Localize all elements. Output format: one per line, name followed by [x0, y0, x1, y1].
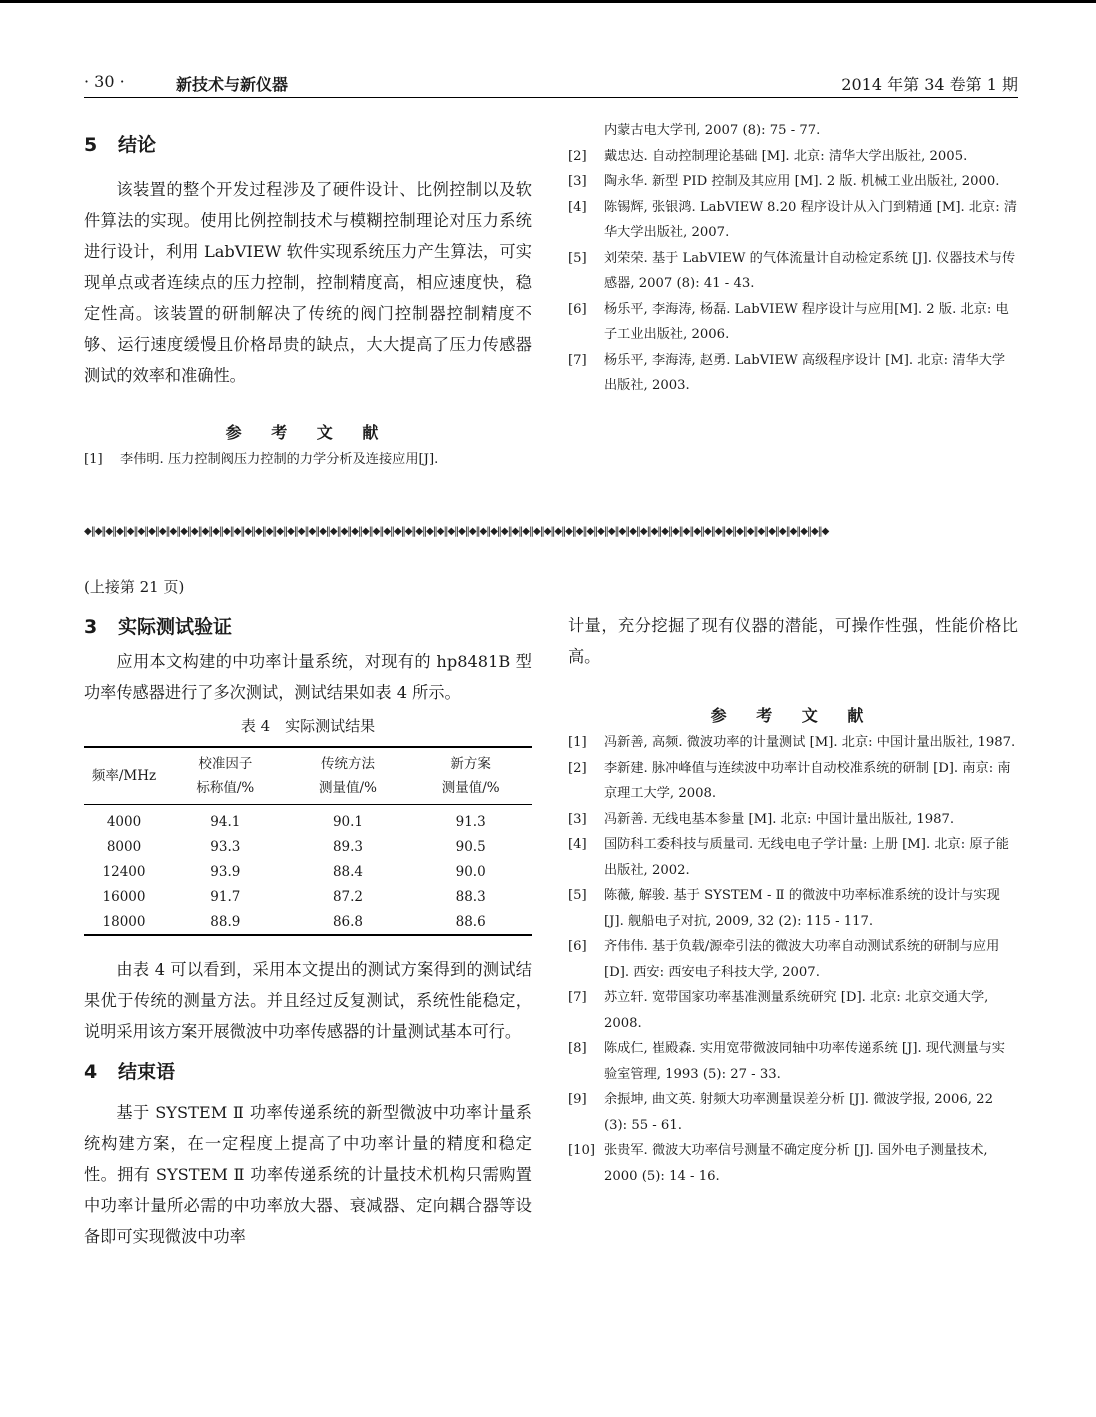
- reference-text: 陈锡辉, 张银鸿. LabVIEW 8.20 程序设计从入门到精通 [M]. 北京: 清华大学出版社, 2007.: [604, 199, 1018, 240]
- running-header: [84, 72, 1018, 94]
- cell-traditional: 89.3: [332, 838, 364, 855]
- table-row: [84, 884, 532, 909]
- section-number: 4: [84, 1061, 98, 1083]
- reference-text: 冯新善, 高频. 微波功率的计量测试 [M]. 北京: 中国计量出版社, 1987.: [604, 735, 1016, 750]
- col-header-new-scheme: 新方案 测量值/%: [441, 756, 500, 796]
- reference-item: [568, 807, 1018, 833]
- reference-item: [568, 297, 1018, 348]
- upper-left-column: [84, 130, 532, 473]
- cell-frequency: 18000: [102, 913, 146, 930]
- reference-number: [5]: [568, 888, 587, 903]
- cell-calibration: 91.7: [210, 888, 241, 905]
- reference-text: 戴忠达. 自动控制理论基础 [M]. 北京: 清华大学出版社, 2005.: [604, 148, 968, 164]
- cell-traditional: 88.4: [332, 863, 364, 880]
- cell-calibration: 94.1: [210, 813, 241, 830]
- reference-item: [568, 730, 1018, 756]
- lower-left-column: [84, 572, 532, 1252]
- reference-text: 冯新善. 无线电基本参量 [M]. 北京: 中国计量出版社, 1987.: [604, 811, 955, 827]
- section-title: 结论: [118, 134, 157, 156]
- reference-text: 陈成仁, 崔殿森. 实用宽带微波同轴中功率传递系统 [J]. 现代测量与实验室管理, 1993 (5): 27 - 33.: [604, 1041, 1005, 1082]
- reference-number: [1]: [568, 735, 587, 750]
- reference-number: [3]: [568, 811, 587, 827]
- reference-item-continued: [568, 118, 1018, 144]
- cell-new: 88.3: [455, 888, 486, 905]
- reference-item: [568, 1087, 1018, 1138]
- results-table: [84, 746, 532, 936]
- section-number: 3: [84, 616, 98, 638]
- reference-item: [568, 883, 1018, 934]
- references-heading: 参 考 文 献: [710, 706, 876, 725]
- reference-text: 李新建. 脉冲峰值与连续波中功率计自动校准系统的研制 [D]. 南京: 南京理工大学, 2008.: [604, 760, 1011, 801]
- reference-text: 杨乐平, 李海涛, 赵勇. LabVIEW 高级程序设计 [M]. 北京: 清华大学出版社, 2003.: [604, 352, 1006, 393]
- table-row: [84, 805, 532, 835]
- cell-frequency: 16000: [102, 888, 146, 905]
- reference-text: 苏立轩. 宽带国家功率基准测量系统研究 [D]. 北京: 北京交通大学, 2008.: [604, 990, 989, 1031]
- table-row: [84, 834, 532, 859]
- col-header-traditional-method: 传统方法 测量值/%: [319, 756, 377, 796]
- table-row: [84, 859, 532, 884]
- cell-traditional: 90.1: [332, 813, 364, 830]
- reference-text: 刘荣荣. 基于 LabVIEW 的气体流量计自动检定系统 [J]. 仪器技术与传感器, 2007 (8): 41 - 43.: [604, 250, 1016, 291]
- page-number: · 30 ·: [84, 72, 125, 91]
- reference-number: [3]: [568, 174, 587, 189]
- reference-item: [568, 348, 1018, 399]
- section-4-heading: [84, 1057, 532, 1087]
- cell-calibration: 93.3: [210, 838, 241, 855]
- header-rule: [84, 97, 1018, 98]
- reference-text: 国防科工委科技与质量司. 无线电电子学计量: 上册 [M]. 北京: 原子能出版社, 2002.: [604, 837, 1009, 878]
- reference-item: [568, 169, 1018, 195]
- cell-frequency: 12400: [102, 863, 146, 880]
- reference-item: [84, 447, 532, 473]
- cell-new: 88.6: [455, 913, 486, 930]
- reference-number: [7]: [568, 990, 587, 1005]
- reference-text: 李伟明. 压力控制阀压力控制的力学分析及连接应用[J].: [120, 452, 439, 467]
- reference-item: [568, 195, 1018, 246]
- reference-text: 杨乐平, 李海涛, 杨磊. LabVIEW 程序设计与应用[M]. 2 版. 北京: 电子工业出版社, 2006.: [604, 301, 1009, 342]
- reference-number: [1]: [84, 452, 103, 467]
- reference-text: 陶永华. 新型 PID 控制及其应用 [M]. 2 版. 机械工业出版社, 2000.: [604, 174, 1000, 189]
- cell-new: 90.5: [455, 838, 486, 855]
- reference-number: [2]: [568, 148, 587, 164]
- reference-text: 齐伟伟. 基于负载/源牵引法的微波大功率自动测试系统的研制与应用 [D]. 西安: 西安电子科技大学, 2007.: [604, 939, 1000, 980]
- reference-number: [4]: [568, 837, 587, 852]
- reference-number: [2]: [568, 760, 587, 776]
- journal-section-title: 新技术与新仪器: [176, 75, 289, 94]
- cell-calibration: 88.9: [210, 913, 241, 930]
- reference-number: [9]: [568, 1092, 587, 1107]
- section-title: 结束语: [118, 1061, 176, 1083]
- cell-frequency: 8000: [106, 838, 142, 855]
- reference-text: 内蒙古电大学刊, 2007 (8): 75 - 77.: [604, 123, 821, 138]
- continued-note: (上接第 21 页): [84, 578, 185, 596]
- reference-number: [5]: [568, 250, 587, 266]
- reference-item: [568, 144, 1018, 170]
- reference-item: [568, 1138, 1018, 1189]
- cell-calibration: 93.9: [210, 863, 241, 880]
- references-heading: 参 考 文 献: [225, 423, 391, 442]
- upper-right-column: [568, 118, 1018, 399]
- reference-item: [568, 934, 1018, 985]
- section-title: 实际测试验证: [118, 616, 233, 638]
- table-row: [84, 909, 532, 935]
- references-list: [568, 730, 1018, 1189]
- table-discussion-paragraph: 由表 4 可以看到，采用本文提出的测试方案得到的测试结果优于传统的测量方法。并且经过反复测试，系统性能稳定，说明采用该方案开展微波中功率传感器的计量测试基本可行。: [84, 960, 532, 1041]
- conclusion-paragraph: 该装置的整个开发过程涉及了硬件设计、比例控制以及软件算法的实现。使用比例控制技术与模糊控制理论对压力系统进行设计，利用 LabVIEW 软件实现系统压力产生算法，可实现单点或者连续点的压力控制，控制精度高，相应速度快，稳定性高。该装置的研制解决了传统的阀门控制器控制精度不够、运行速度缓慢且价格昂贵的缺点，大大提高了压力传感器测试的效率和准确性。: [84, 180, 532, 385]
- reference-item: [568, 246, 1018, 297]
- reference-number: [8]: [568, 1041, 587, 1056]
- cell-new: 91.3: [455, 813, 486, 830]
- reference-number: [7]: [568, 352, 587, 368]
- decorative-divider: ◆‖◆‖◆‖◆‖◆‖◆‖◆‖◆‖◆‖◆‖◆‖◆‖◆‖◆‖◆‖◆‖◆‖◆‖◆‖◆‖◆‖◆‖◆‖◆‖◆‖◆‖◆‖◆‖◆‖◆‖◆‖◆‖◆‖◆‖◆‖◆‖◆‖◆‖◆‖◆‖◆‖◆‖◆‖◆‖◆‖◆‖◆‖◆‖◆‖◆‖◆‖◆‖◆‖◆‖◆‖◆‖◆‖◆‖◆‖◆‖◆‖◆‖◆‖◆‖◆‖◆‖◆‖◆‖◆‖◆: [84, 526, 829, 537]
- reference-text: 张贵军. 微波大功率信号测量不确定度分析 [J]. 国外电子测量技术, 2000 (5): 14 - 16.: [604, 1143, 988, 1184]
- reference-number: [10]: [568, 1143, 596, 1158]
- closing-paragraph: 基于 SYSTEM Ⅱ 功率传递系统的新型微波中功率计量系统构建方案，在一定程度上提高了中功率计量的精度和稳定性。拥有 SYSTEM Ⅱ 功率传递系统的计量技术机构只需购置中功率计量所必需的中功率放大器、衰减器、定向耦合器等设备即可实现微波中功率: [84, 1103, 532, 1246]
- reference-number: [4]: [568, 199, 587, 215]
- closing-paragraph-continued: 计量，充分挖掘了现有仪器的潜能，可操作性强，性能价格比高。: [568, 616, 1018, 666]
- reference-item: [568, 985, 1018, 1036]
- col-header-frequency: 频率/MHz: [91, 768, 157, 784]
- reference-item: [568, 756, 1018, 807]
- section-3-paragraph: 应用本文构建的中功率计量系统，对现有的 hp8481B 型功率传感器进行了多次测试，测试结果如表 4 所示。: [84, 652, 532, 702]
- table-caption: 表 4 实际测试结果: [240, 717, 376, 735]
- reference-text: 陈薇, 解骏. 基于 SYSTEM - Ⅱ 的微波中功率标准系统的设计与实现 [J]. 舰船电子对抗, 2009, 32 (2): 115 - 117.: [604, 888, 1000, 929]
- section-number: 5: [84, 134, 98, 156]
- cell-traditional: 86.8: [332, 913, 364, 930]
- table-header-row: [84, 747, 532, 805]
- reference-number: [6]: [568, 939, 587, 954]
- reference-number: [6]: [568, 301, 587, 317]
- cell-frequency: 4000: [106, 813, 142, 830]
- reference-item: [568, 832, 1018, 883]
- page-top-rule: [0, 0, 1096, 3]
- cell-traditional: 87.2: [332, 888, 364, 905]
- lower-right-column: [568, 610, 1018, 1189]
- issue-info: 2014 年第 34 卷第 1 期: [841, 75, 1018, 94]
- col-header-calibration-factor: 校准因子 标称值/%: [196, 756, 255, 796]
- section-3-heading: [84, 612, 532, 642]
- reference-item: [568, 1036, 1018, 1087]
- cell-new: 90.0: [455, 863, 486, 880]
- section-5-heading: [84, 130, 532, 160]
- reference-text: 余振坤, 曲文英. 射频大功率测量误差分析 [J]. 微波学报, 2006, 22 (3): 55 - 61.: [604, 1092, 993, 1133]
